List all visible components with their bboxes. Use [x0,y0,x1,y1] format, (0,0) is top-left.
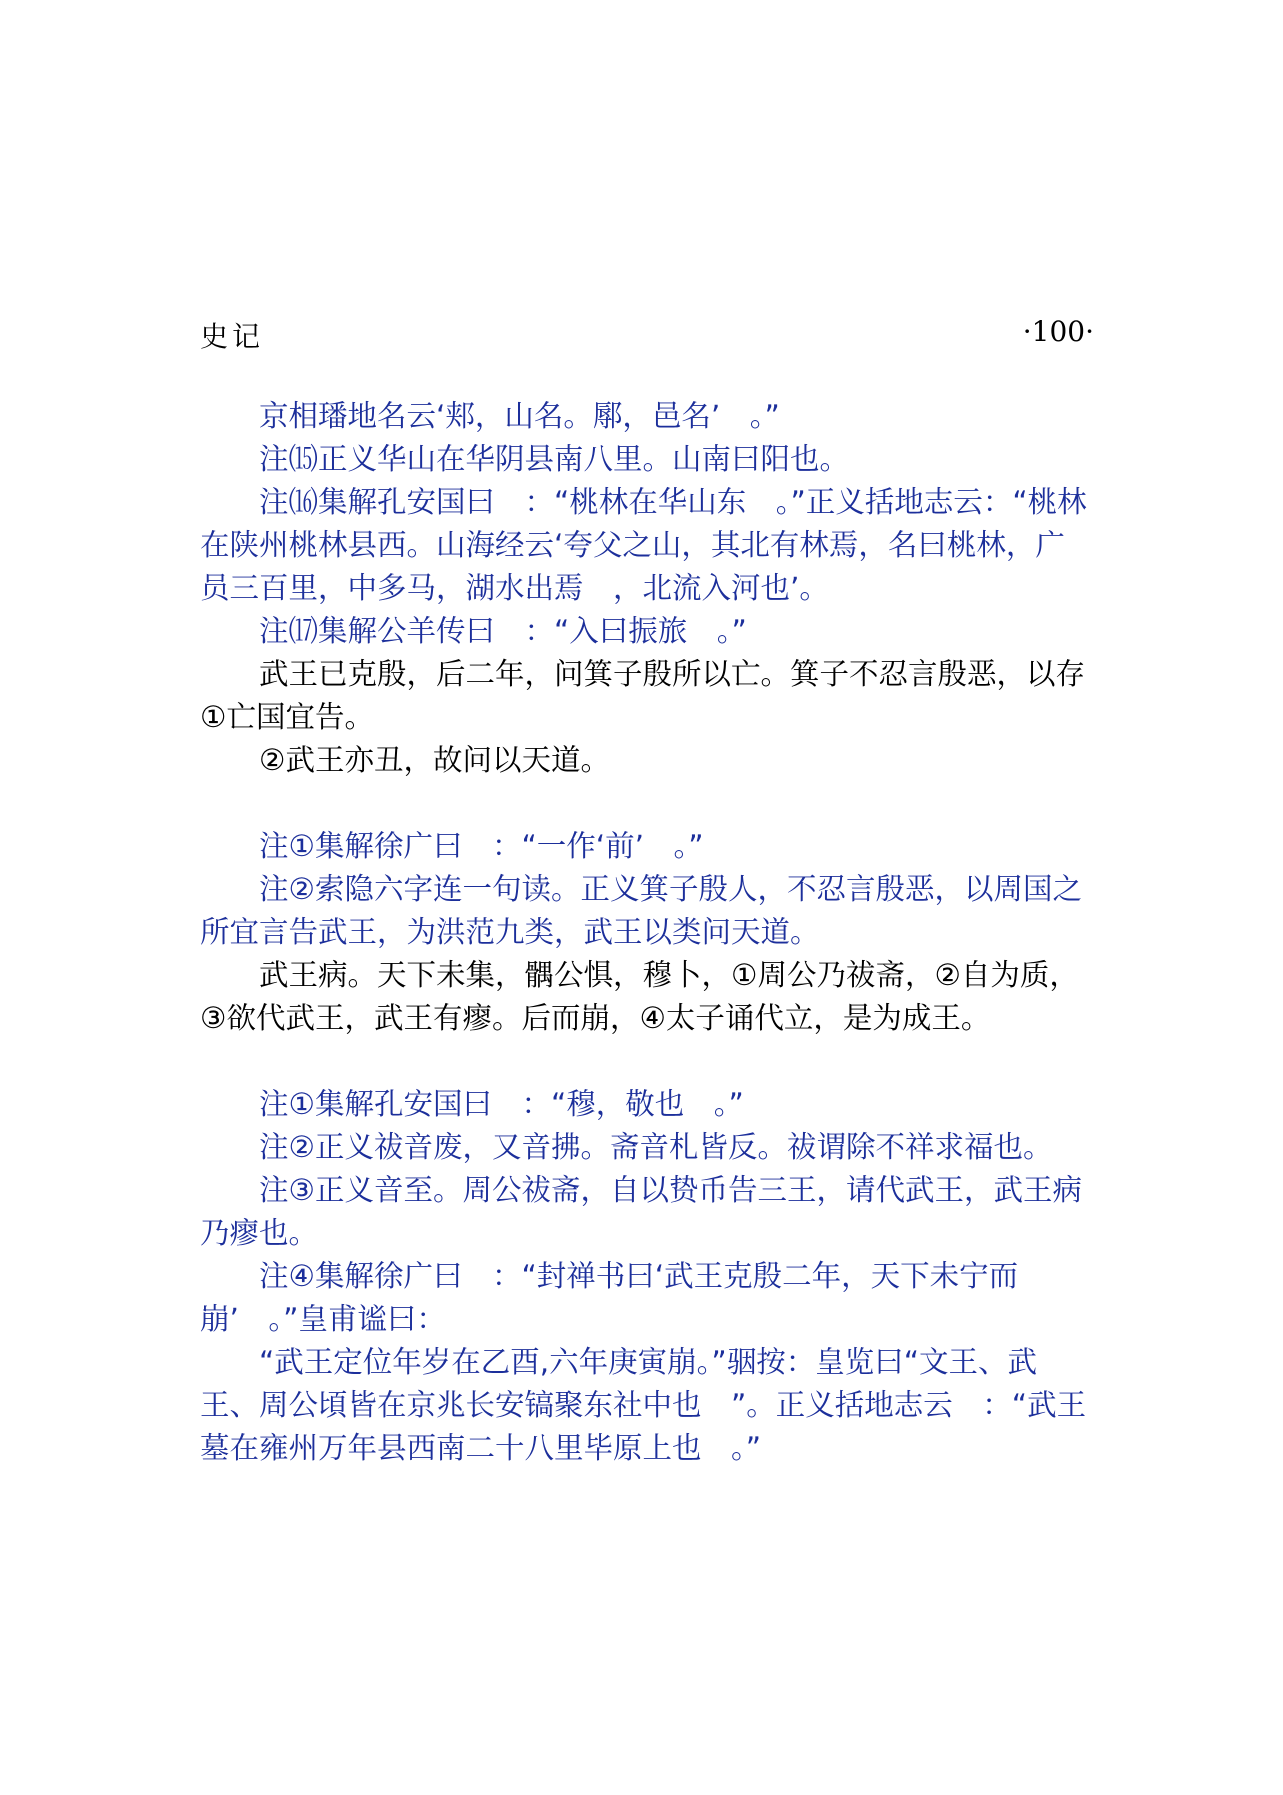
annotation-paragraph: 注⒄集解公羊传曰 ：“入曰振旅 。” [259,614,747,648]
page-header [200,315,1094,355]
annotation-paragraph: 注①集解徐广曰 ：“一作‘前’ 。” [259,829,704,863]
annotation-paragraph: 注④集解徐广曰 ：“封禅书曰‘武王克殷二年，天下未宁而崩’ 。”皇甫谧曰： [200,1259,1019,1336]
annotation-paragraph: 注②正义祓音废，又音拂。斋音札皆反。祓谓除不祥求福也。 [259,1130,1053,1164]
annotation-paragraph: 京相璠地名云‘郏，山名。鄏，邑名’ 。” [259,399,780,433]
main-text-paragraph: 武王病。天下未集，髃公惧，穆卜，①周公乃祓斋，②自为质，③欲代武王，武王有瘳。后而崩，④太子诵代立，是为成王。 [200,958,1079,1035]
annotation-paragraph: 注⒂正义华山在华阴县南八里。山南曰阳也。 [259,442,850,476]
main-text-paragraph: 武王已克殷，后二年，问箕子殷所以亡。箕子不忍言殷恶，以存①亡国宜告。 [200,657,1086,734]
annotation-paragraph: 注①集解孔安国曰 ：“穆，敬也 。” [259,1087,744,1121]
main-text-paragraph: ②武王亦丑，故问以天道。 [259,743,610,777]
annotation-paragraph: “武王定位年岁在乙酉,六年庚寅崩。”骃按：皇览曰“文王、武王、周公頃皆在京兆长安镐聚东社中也 ”。正义括地志云 ：“武王墓在雍州万年县西南二十八里毕原上也 。” [200,1345,1087,1465]
annotation-paragraph: 注②索隐六字连一句读。正义箕子殷人，不忍言殷恶，以周国之所宜言告武王，为洪范九类，武王以类问天道。 [200,872,1082,949]
book-title: 史记 [200,320,265,353]
page-content [200,395,1094,1470]
annotation-paragraph: 注③正义音至。周公祓斋，自以贽币告三王，请代武王，武王病乃瘳也。 [200,1173,1082,1250]
annotation-paragraph: 注⒃集解孔安国曰 ：“桃林在华山东 。”正义括地志云：“桃林在陕州桃林县西。山海经云‘夸父之山，其北有林焉，名曰桃林，广员三百里，中多马，湖水出焉 ，北流入河也’。 [200,485,1087,605]
page-number: ·100· [1022,315,1094,348]
